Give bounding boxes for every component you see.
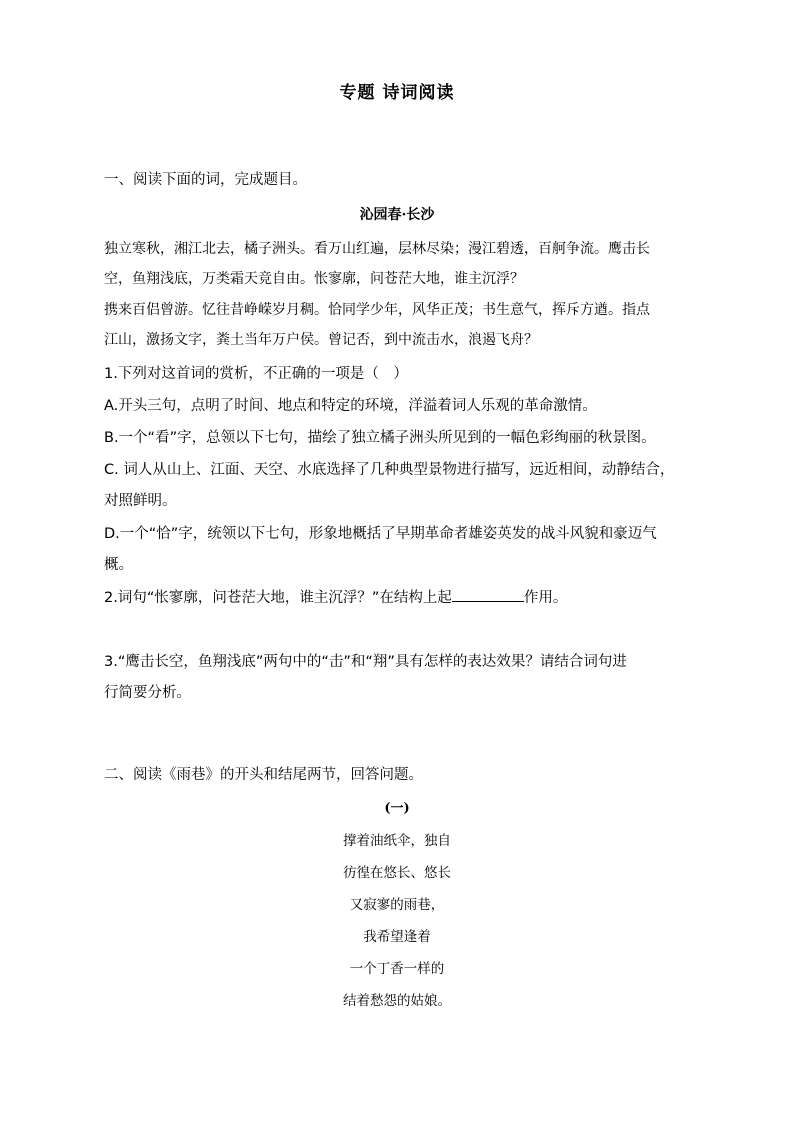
question-1: 1.下列对这首词的赏析，不正确的一项是（ ） — [104, 366, 408, 382]
stanza-line: 一个丁香一样的 — [349, 961, 445, 977]
question-2 — [104, 586, 567, 607]
question-2-tail: 作用。 — [523, 590, 568, 606]
option-c: C. 词人从山上、江面、天空、水底选择了几种典型景物进行描写，远近相间，动静结合， — [104, 462, 675, 478]
poem-line: 空，鱼翔浅底，万类霜天竞自由。怅寥廓，问苍茫大地，谁主沉浮？ — [104, 271, 524, 287]
option-c-cont: 对照鲜明。 — [104, 493, 177, 509]
option-b: B.一个“看”字，总领以下七句，描绘了独立橘子洲头所见到的一幅色彩绚丽的秋景图。 — [104, 430, 656, 446]
option-d-cont: 概。 — [104, 557, 133, 573]
stanza-line: 又寂寥的雨巷， — [349, 897, 445, 913]
stanza-line: 撑着油纸伞，独自 — [343, 833, 451, 849]
section2-heading: 二、阅读《雨巷》的开头和结尾两节，回答问题。 — [104, 767, 423, 783]
stanza-line: 彷徨在悠长、悠长 — [343, 865, 451, 881]
question-3-cont: 行简要分析。 — [104, 685, 191, 701]
stanza-label: (一) — [384, 801, 410, 816]
stanza-line: 我希望逢着 — [363, 929, 431, 945]
poem-line: 独立寒秋，湘江北去，橘子洲头。看万山红遍，层林尽染；漫江碧透，百舸争流。鹰击长 — [104, 241, 650, 257]
poem-line: 携来百侣曾游。忆往昔峥嵘岁月稠。恰同学少年，风华正茂；书生意气，挥斥方遒。指点 — [104, 302, 650, 318]
page-title: 专题 诗词阅读 — [339, 83, 455, 103]
poem-title: 沁园春·长沙 — [359, 207, 435, 223]
stanza-line: 结着愁怨的姑娘。 — [343, 993, 451, 1009]
option-a: A.开头三句，点明了时间、地点和特定的环境，洋溢着词人乐观的革命激情。 — [104, 398, 597, 414]
poem-line: 江山，激扬文字，粪土当年万户侯。曾记否，到中流击水，浪遏飞舟？ — [104, 332, 538, 348]
option-d: D.一个“恰”字，统领以下七句，形象地概括了早期革命者雄姿英发的战斗风貌和豪迈气 — [104, 526, 657, 542]
section1-heading: 一、阅读下面的词，完成题目。 — [104, 172, 307, 188]
question-2-text: 2.词句“怅寥廓，问苍茫大地，谁主沉浮？”在结构上起 — [104, 590, 452, 606]
question-3: 3.“鹰击长空，鱼翔浅底”两句中的“击”和“翔”具有怎样的表达效果？请结合词句进 — [104, 654, 627, 670]
answer-blank[interactable] — [452, 587, 524, 602]
